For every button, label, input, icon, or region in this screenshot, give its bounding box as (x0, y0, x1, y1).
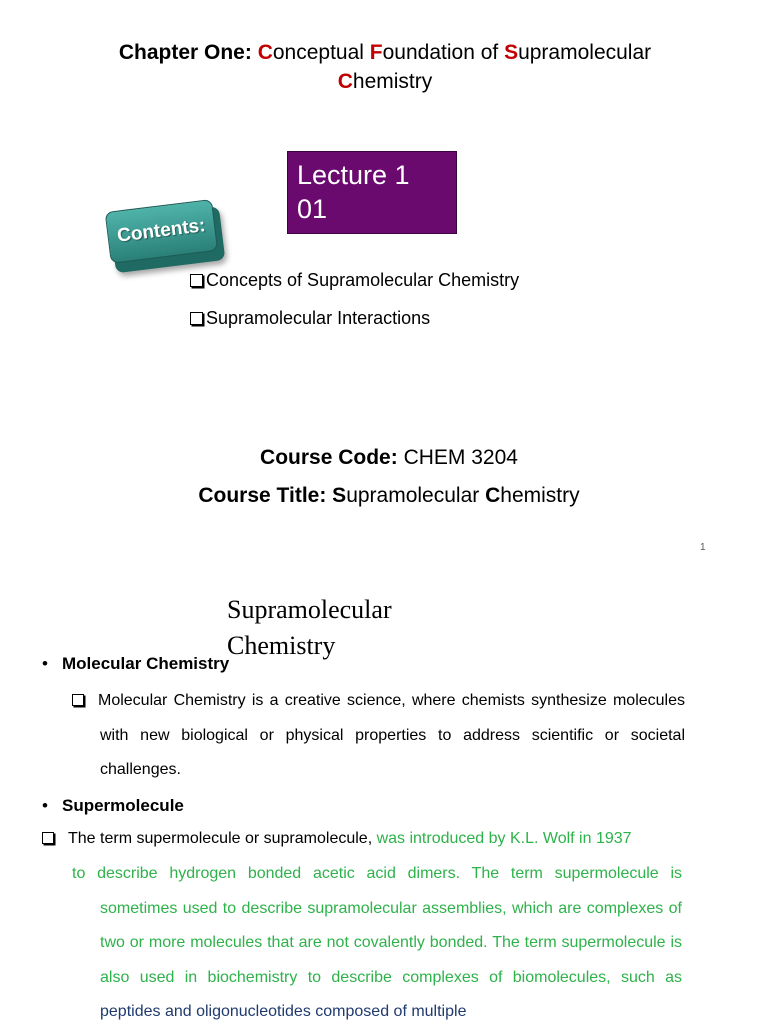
slide2-title: Supramolecular Chemistry (227, 595, 392, 660)
heading-molecular-chemistry: • Molecular Chemistry (42, 654, 230, 673)
contents-badge (105, 198, 226, 273)
chapter-title: Chapter One: Conceptual Foundation of Supramolecular Chemistry (118, 41, 652, 93)
course-title: Course Title: Supramolecular Chemistry (198, 484, 580, 507)
lecture-box (287, 151, 457, 234)
checkbox-bullet-icon (190, 274, 203, 287)
checkbox-bullet-icon (72, 694, 84, 706)
page-number: 1 (700, 542, 706, 553)
checkbox-bullet-icon (190, 312, 203, 325)
contents-item: Supramolecular Interactions (190, 306, 430, 330)
bullet-icon: • (42, 796, 48, 815)
molecular-chemistry-paragraph: Molecular Chemistry is a creative science, where chemists synthesize molecules with new biological or physical properties to address scientific or societal challenges. (72, 684, 685, 788)
bullet-icon: • (42, 654, 48, 673)
lecture-line-1: Lecture 1 (297, 160, 410, 190)
supermolecule-intro-line: The term supermolecule or supramolecule, was introduced by K.L. Wolf in 1937 (42, 822, 685, 857)
heading-supermolecule: • Supermolecule (42, 796, 184, 815)
contents-badge-label: Contents: (105, 199, 219, 264)
checkbox-bullet-icon (42, 832, 54, 844)
contents-item: Concepts of Supramolecular Chemistry (190, 268, 519, 292)
course-code: Course Code: CHEM 3204 (260, 446, 518, 469)
lecture-line-2: 01 (297, 194, 328, 224)
supermolecule-paragraph: to describe hydrogen bonded acetic acid dimers. The term supermolecule is sometimes used to describe supramolecular assemblies, which are complexes of two or more molecules that are not covalently bonded. The term supermolecule is also used in biochemistry to describe complexes of biomolecules, such as peptides and oligonucleotides composed of multiple (72, 865, 682, 1020)
chapter-label: Chapter One: (118, 41, 252, 64)
